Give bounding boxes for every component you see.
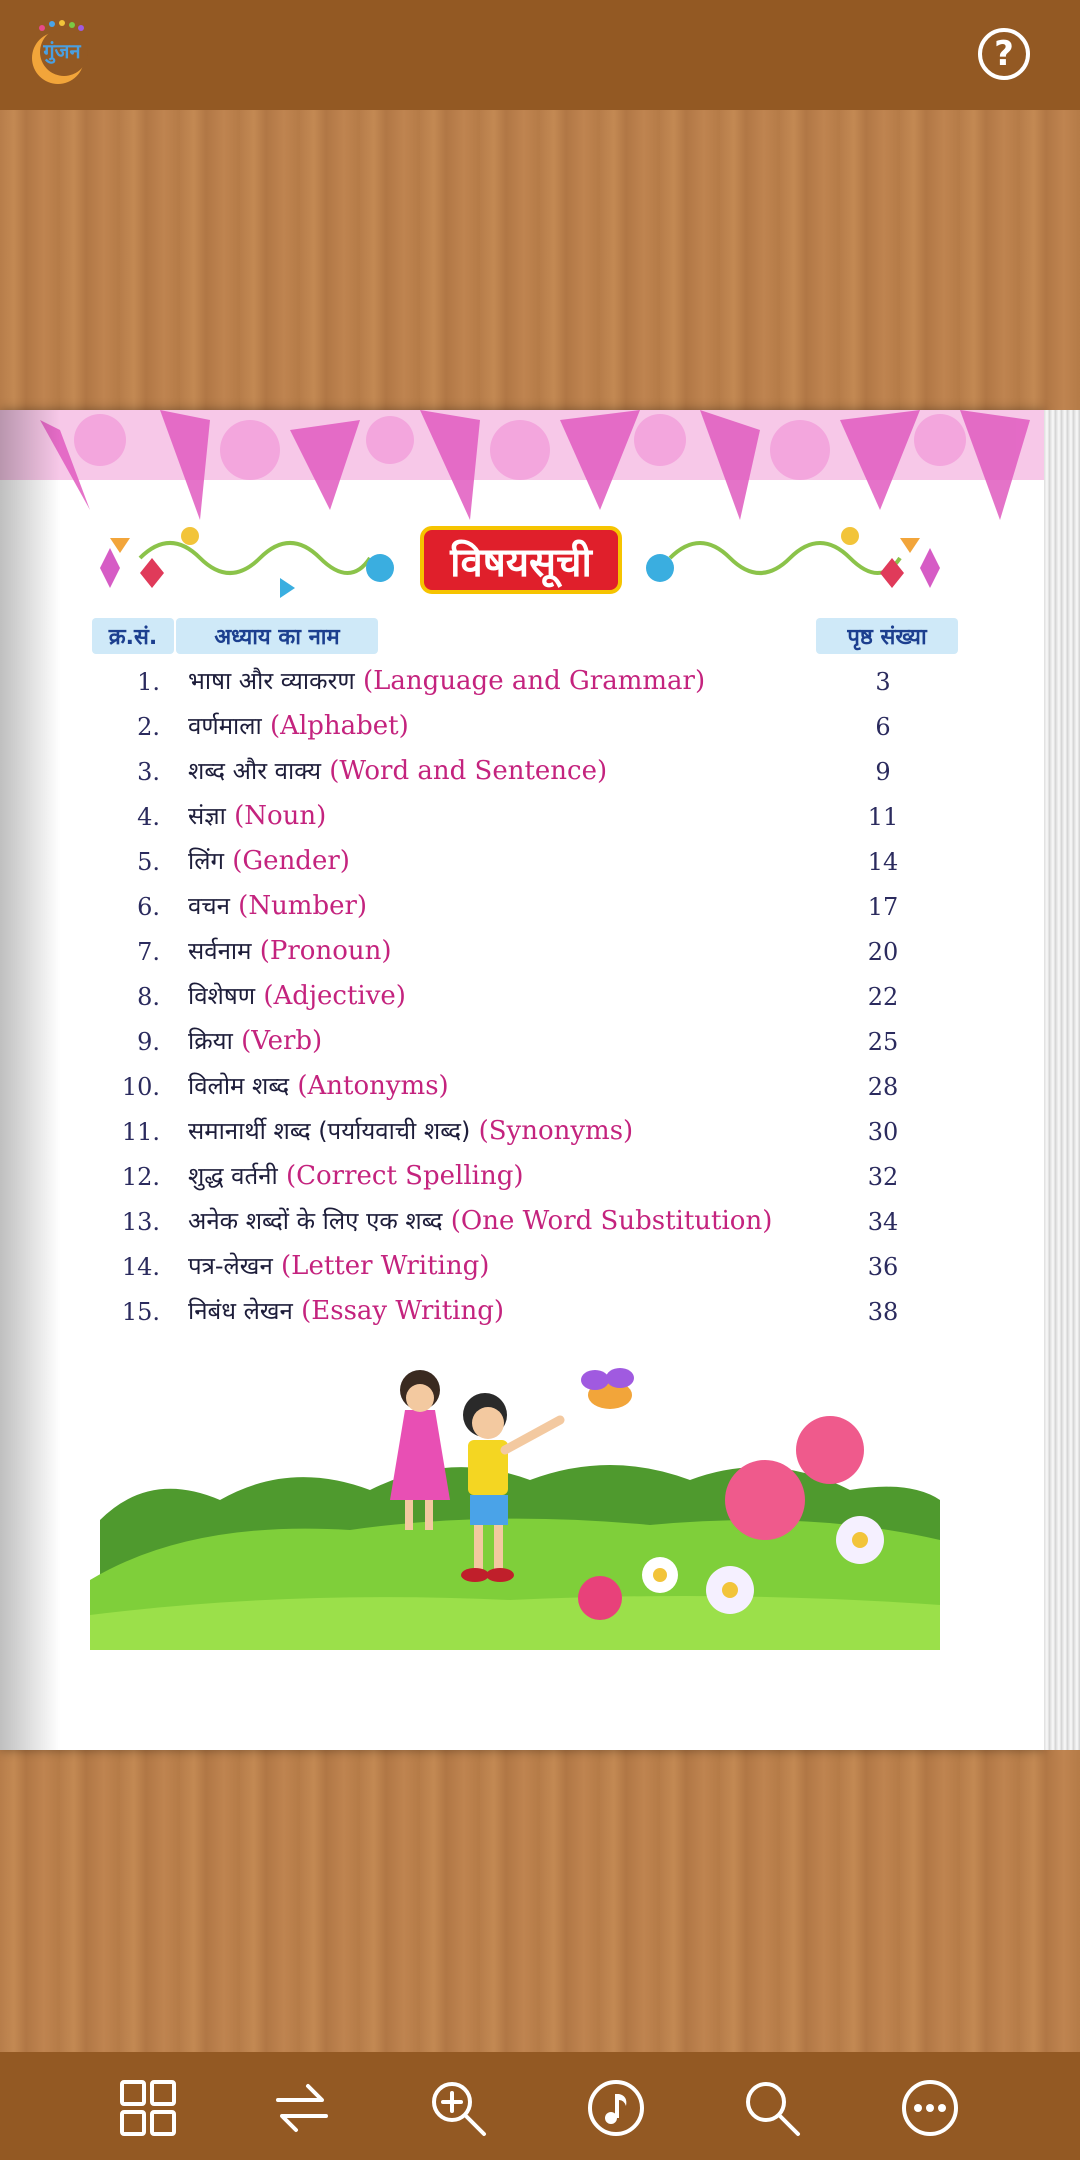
chapter-page: 36 (867, 1253, 899, 1281)
table-row[interactable] (0, 1110, 1044, 1155)
table-row[interactable] (0, 885, 1044, 930)
chapter-number: 5. (137, 848, 160, 876)
chapter-number: 8. (137, 983, 160, 1011)
chapter-title: शब्द और वाक्य (Word and Sentence) (188, 756, 608, 786)
chapter-title: भाषा और व्याकरण (Language and Grammar) (188, 666, 706, 696)
table-row[interactable] (0, 1200, 1044, 1245)
chapter-title: वर्णमाला (Alphabet) (188, 711, 409, 741)
table-row[interactable] (0, 975, 1044, 1020)
chapter-title: वचन (Number) (188, 891, 368, 921)
chapter-page: 6 (875, 713, 891, 741)
chapter-number: 12. (121, 1163, 160, 1191)
page-gutter-shadow (0, 410, 60, 1750)
table-row[interactable] (0, 840, 1044, 885)
table-row[interactable] (0, 660, 1044, 705)
chapter-number: 15. (121, 1298, 160, 1326)
chapter-number: 3. (137, 758, 160, 786)
music-icon[interactable] (586, 2078, 646, 2138)
table-row[interactable] (0, 1290, 1044, 1335)
logo-text: गुंजन (43, 39, 81, 63)
chapter-page: 25 (867, 1028, 899, 1056)
chapter-page: 20 (867, 938, 899, 966)
zoom-in-icon[interactable] (428, 2078, 488, 2138)
page-stack-edge (1044, 410, 1080, 1750)
chapter-title: लिंग (Gender) (188, 846, 350, 876)
search-icon[interactable] (742, 2078, 802, 2138)
column-header-serial: क्र.सं. (92, 618, 174, 654)
chapter-number: 7. (137, 938, 160, 966)
chapter-number: 1. (137, 668, 160, 696)
chapter-page: 17 (867, 893, 899, 921)
chapter-number: 14. (121, 1253, 160, 1281)
chapter-number: 2. (137, 713, 160, 741)
chapter-title: विशेषण (Adjective) (188, 981, 406, 1011)
help-circle-icon: ? (994, 34, 1014, 74)
more-icon[interactable] (900, 2078, 960, 2138)
title-decoration-row (80, 518, 960, 608)
chapter-number: 4. (137, 803, 160, 831)
children-garden-illustration (90, 1350, 950, 1660)
bottom-toolbar (0, 2052, 1080, 2160)
chapter-page: 11 (867, 803, 899, 831)
flower-banner-decoration (0, 410, 1044, 530)
table-row[interactable] (0, 705, 1044, 750)
table-row[interactable] (0, 1020, 1044, 1065)
book-page (0, 410, 1044, 1750)
table-row[interactable] (0, 1155, 1044, 1200)
chapter-page: 32 (867, 1163, 899, 1191)
chapter-number: 6. (137, 893, 160, 921)
top-bar (0, 0, 1080, 110)
chapter-page: 38 (867, 1298, 899, 1326)
chapter-title: निबंध लेखन (Essay Writing) (188, 1296, 504, 1326)
chapter-title: अनेक शब्दों के लिए एक शब्द (One Word Substitution) (188, 1206, 773, 1236)
chapter-title: क्रिया (Verb) (188, 1026, 323, 1056)
page-flip-icon[interactable] (272, 2078, 332, 2138)
column-header-page: पृष्ठ संख्या (816, 618, 958, 654)
chapter-title: सर्वनाम (Pronoun) (188, 936, 392, 966)
column-header-chapter: अध्याय का नाम (176, 618, 378, 654)
table-row[interactable] (0, 750, 1044, 795)
table-row[interactable] (0, 930, 1044, 975)
chapter-page: 14 (867, 848, 899, 876)
chapter-title: पत्र-लेखन (Letter Writing) (188, 1251, 490, 1281)
help-button[interactable] (978, 28, 1030, 80)
chapter-page: 34 (867, 1208, 899, 1236)
chapter-number: 10. (121, 1073, 160, 1101)
chapter-page: 9 (875, 758, 891, 786)
chapter-number: 11. (121, 1118, 160, 1146)
chapter-number: 9. (137, 1028, 160, 1056)
chapter-title: विलोम शब्द (Antonyms) (188, 1071, 449, 1101)
chapter-page: 28 (867, 1073, 899, 1101)
chapter-number: 13. (121, 1208, 160, 1236)
chapter-page: 30 (867, 1118, 899, 1146)
chapter-title: शुद्ध वर्तनी (Correct Spelling) (188, 1161, 524, 1191)
chapter-page: 22 (867, 983, 899, 1011)
table-row[interactable] (0, 1245, 1044, 1290)
table-row[interactable] (0, 795, 1044, 840)
page-title: विषयसूची (420, 526, 622, 594)
grid-icon[interactable] (118, 2078, 178, 2138)
chapter-page: 3 (875, 668, 891, 696)
app-logo[interactable] (24, 18, 98, 92)
chapter-title: समानार्थी शब्द (पर्यायवाची शब्द) (Synonyms) (188, 1116, 634, 1146)
chapter-title: संज्ञा (Noun) (188, 801, 327, 831)
table-row[interactable] (0, 1065, 1044, 1110)
